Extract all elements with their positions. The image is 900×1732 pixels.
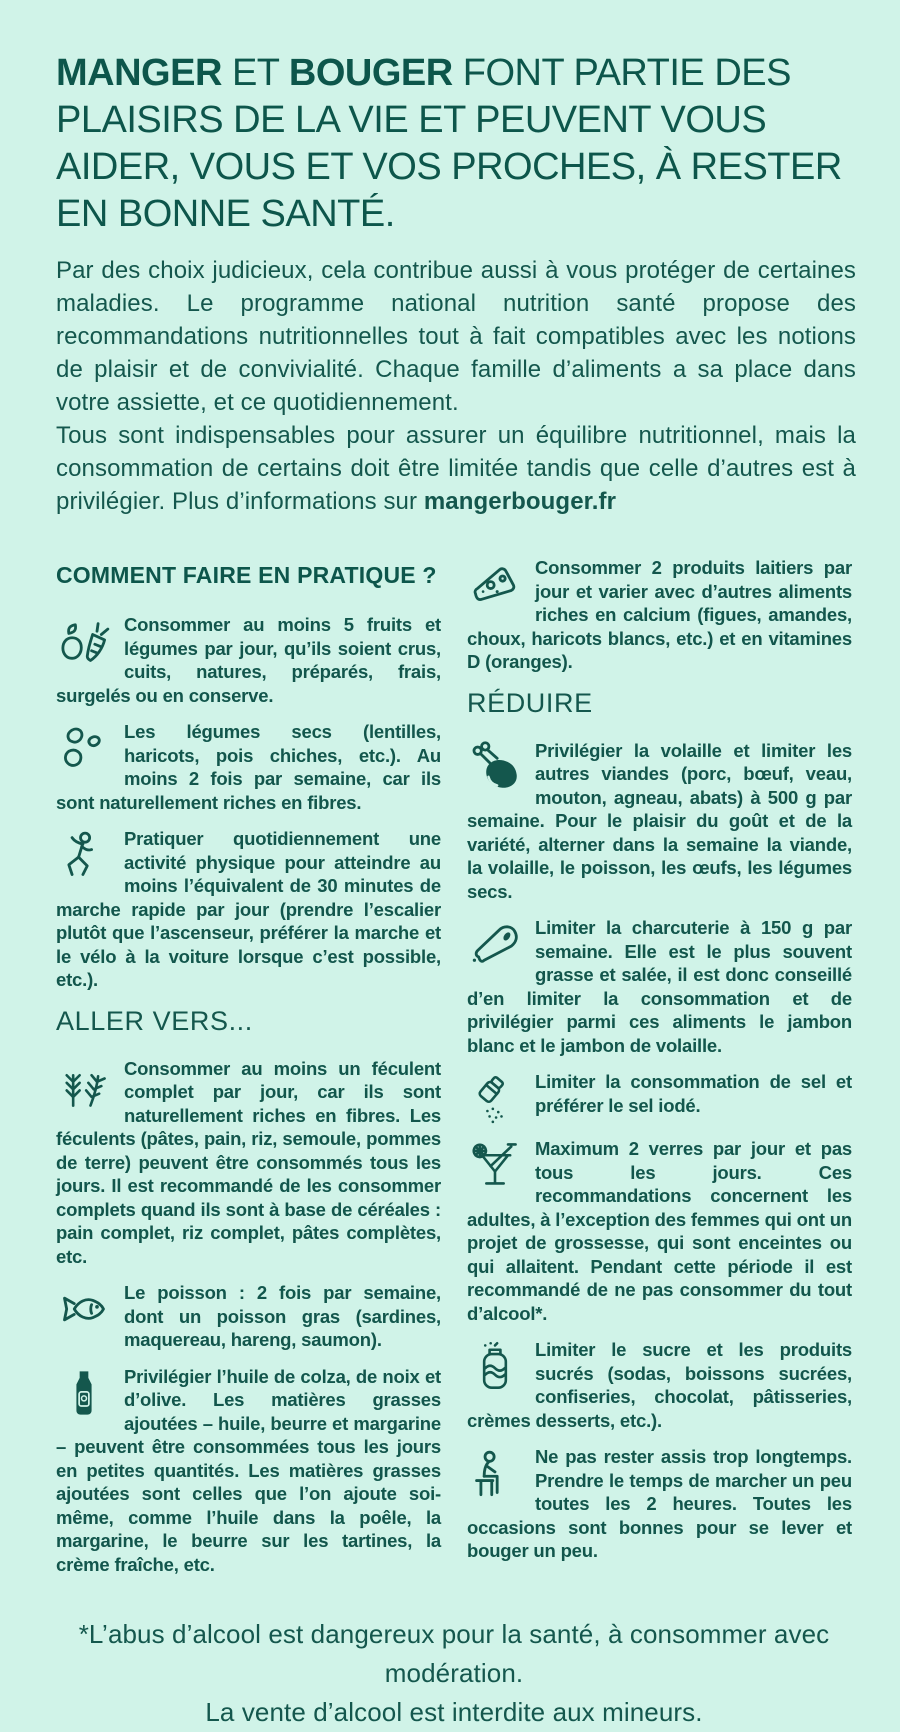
title-word-bouger: BOUGER	[288, 52, 453, 94]
legal-footer	[56, 1615, 852, 1732]
list-item-legumes-secs	[56, 720, 441, 814]
wheat-icon	[56, 1058, 112, 1112]
item-text: Consommer au moins 5 fruits et légumes par jour, qu’ils soient crus, cuits, natures, préparés, frais, surgelés ou en conserve.	[56, 614, 441, 706]
sitting-person-icon	[467, 1446, 523, 1500]
intro-text	[56, 254, 856, 518]
item-text: Limiter la charcuterie à 150 g par semaine. Elle est le plus souvent grasse et salée, il est donc conseillé d’en limiter la consommation et de privilégier parmi ces aliments le jambon blanc et le jambon de volaille.	[467, 917, 852, 1056]
cocktail-icon	[467, 1138, 523, 1192]
list-item-sucre	[467, 1338, 852, 1432]
mangerbouger-link[interactable]: mangerbouger.fr	[423, 488, 617, 515]
list-item-feculents	[56, 1057, 441, 1269]
title-word-manger: MANGER	[56, 52, 222, 94]
item-text: Limiter la consommation de sel et préférer le sel iodé.	[535, 1071, 852, 1116]
list-item-produits-laitiers	[467, 556, 852, 674]
drumstick-icon	[467, 740, 523, 794]
soda-bottle-icon	[467, 1339, 523, 1393]
item-text: Limiter le sucre et les produits sucrés (sodas, boissons sucrées, confiseries, chocolat, pâtisseries, crèmes desserts, etc.).	[467, 1339, 852, 1431]
list-item-assis	[467, 1445, 852, 1563]
item-text: Maximum 2 verres par jour et pas tous les jours. Ces recommandations concernent les adultes, à l’exception des femmes qui ont un projet de grossesse, qui sont enceintes ou qui allaitent. Pendant cette période il est recommandé de ne pas consommer du tout d’alcool*.	[467, 1138, 852, 1324]
cheese-icon	[467, 557, 523, 611]
item-text: Ne pas rester assis trop longtemps. Prendre le temps de marcher un peu toutes les 2 heures. Toutes les occasions sont bonnes pour se lever et bouger un peu.	[467, 1446, 852, 1561]
item-text: Privilégier l’huile de colza, de noix et d’olive. Les matières grasses ajoutées – huile, beurre et margarine – peuvent être consommées tous les jours en petites quantités. Les matières grasses ajoutées sont celles que l’on ajoute soi-même, comme l’huile dans la poêle, la margarine, le beurre sur les tartines, la crème fraîche, etc.	[56, 1365, 441, 1575]
left-column	[56, 556, 441, 1589]
item-text: Consommer 2 produits laitiers par jour et varier avec d’autres aliments riches en calcium (figues, amandes, choux, haricots blancs, etc.) et en vitamines D (oranges).	[467, 557, 852, 672]
item-text: Privilégier la volaille et limiter les autres viandes (porc, bœuf, veau, mouton, agneau, abats) à 500 g par semaine. Pour le plaisir du goût et de la variété, alterner dans la semaine la viande, la volaille, le poisson, les œufs, les légumes secs.	[467, 739, 852, 902]
list-item-sel	[467, 1070, 852, 1124]
item-text: Le poisson : 2 fois par semaine, dont un poisson gras (sardines, maquereau, hareng, saumon).	[124, 1282, 441, 1350]
reduire-header: RÉDUIRE	[467, 687, 593, 718]
footer-line-2: La vente d’alcool est interdite aux mineurs.	[205, 1697, 703, 1727]
oil-bottle-icon	[56, 1366, 112, 1420]
ham-icon	[467, 917, 523, 971]
item-text: Les légumes secs (lentilles, haricots, pois chiches, etc.). Au moins 2 fois par semaine, car ils sont naturellement riches en fibres.	[56, 721, 441, 813]
list-item-viandes	[467, 739, 852, 904]
aller-vers-header: ALLER VERS...	[56, 1005, 253, 1036]
list-item-charcuterie	[467, 916, 852, 1057]
list-item-matieres-grasses	[56, 1365, 441, 1577]
list-item-fruits-legumes	[56, 613, 441, 707]
item-text: Consommer au moins un féculent complet par jour, car ils sont naturellement riches en fibres. Les féculents (pâtes, pain, riz, semoule, pommes de terre) peuvent être consommés tous les jours. Il est recommandé de les consommer complets quand ils sont à base de céréales : pain complet, riz complet, pâtes complètes, etc.	[56, 1057, 441, 1267]
list-item-activite-physique	[56, 827, 441, 992]
apple-carrot-icon	[56, 614, 112, 668]
two-column-layout	[56, 556, 852, 1589]
beans-icon	[56, 721, 112, 775]
exercising-person-icon	[56, 828, 112, 882]
fish-icon	[56, 1282, 112, 1336]
list-item-poisson	[56, 1281, 441, 1352]
practice-header: COMMENT FAIRE EN PRATIQUE ?	[56, 562, 437, 588]
footer-line-1: *L’abus d’alcool est dangereux pour la santé, à consommer avec modération.	[78, 1619, 830, 1688]
item-text: Pratiquer quotidiennement une activité physique pour atteindre au moins l’équivalent de 30 minutes de marche rapide par jour (prendre l’escalier plutôt que l’ascenseur, préférer la marche et le vélo à la voiture lorsque c’est possible, etc.).	[56, 828, 441, 990]
salt-shaker-icon	[467, 1071, 523, 1125]
list-item-alcool	[467, 1137, 852, 1325]
right-column	[467, 556, 852, 1589]
intro-paragraph-2: Tous sont indispensables pour assurer un équilibre nutritionnel, mais la consommation de certains doit être limitée tandis que celle d’autres est à privilégier. Plus d’informations sur mangerbouger.fr	[56, 422, 856, 515]
page-title: MANGER ET BOUGER FONT PARTIE DES PLAISIRS DE LA VIE ET PEUVENT VOUS AIDER, VOUS ET VOS PROCHES, À RESTER EN BONNE SANTÉ.	[56, 52, 842, 235]
intro-paragraph-1: Par des choix judicieux, cela contribue aussi à vous protéger de certaines maladies. Le programme national nutrition santé propose des recommandations nutritionnelles tout à fait compatibles avec les notions de plaisir et de convivialité. Chaque famille d’aliments a sa place dans votre assiette, et ce quotidiennement.	[56, 257, 856, 416]
